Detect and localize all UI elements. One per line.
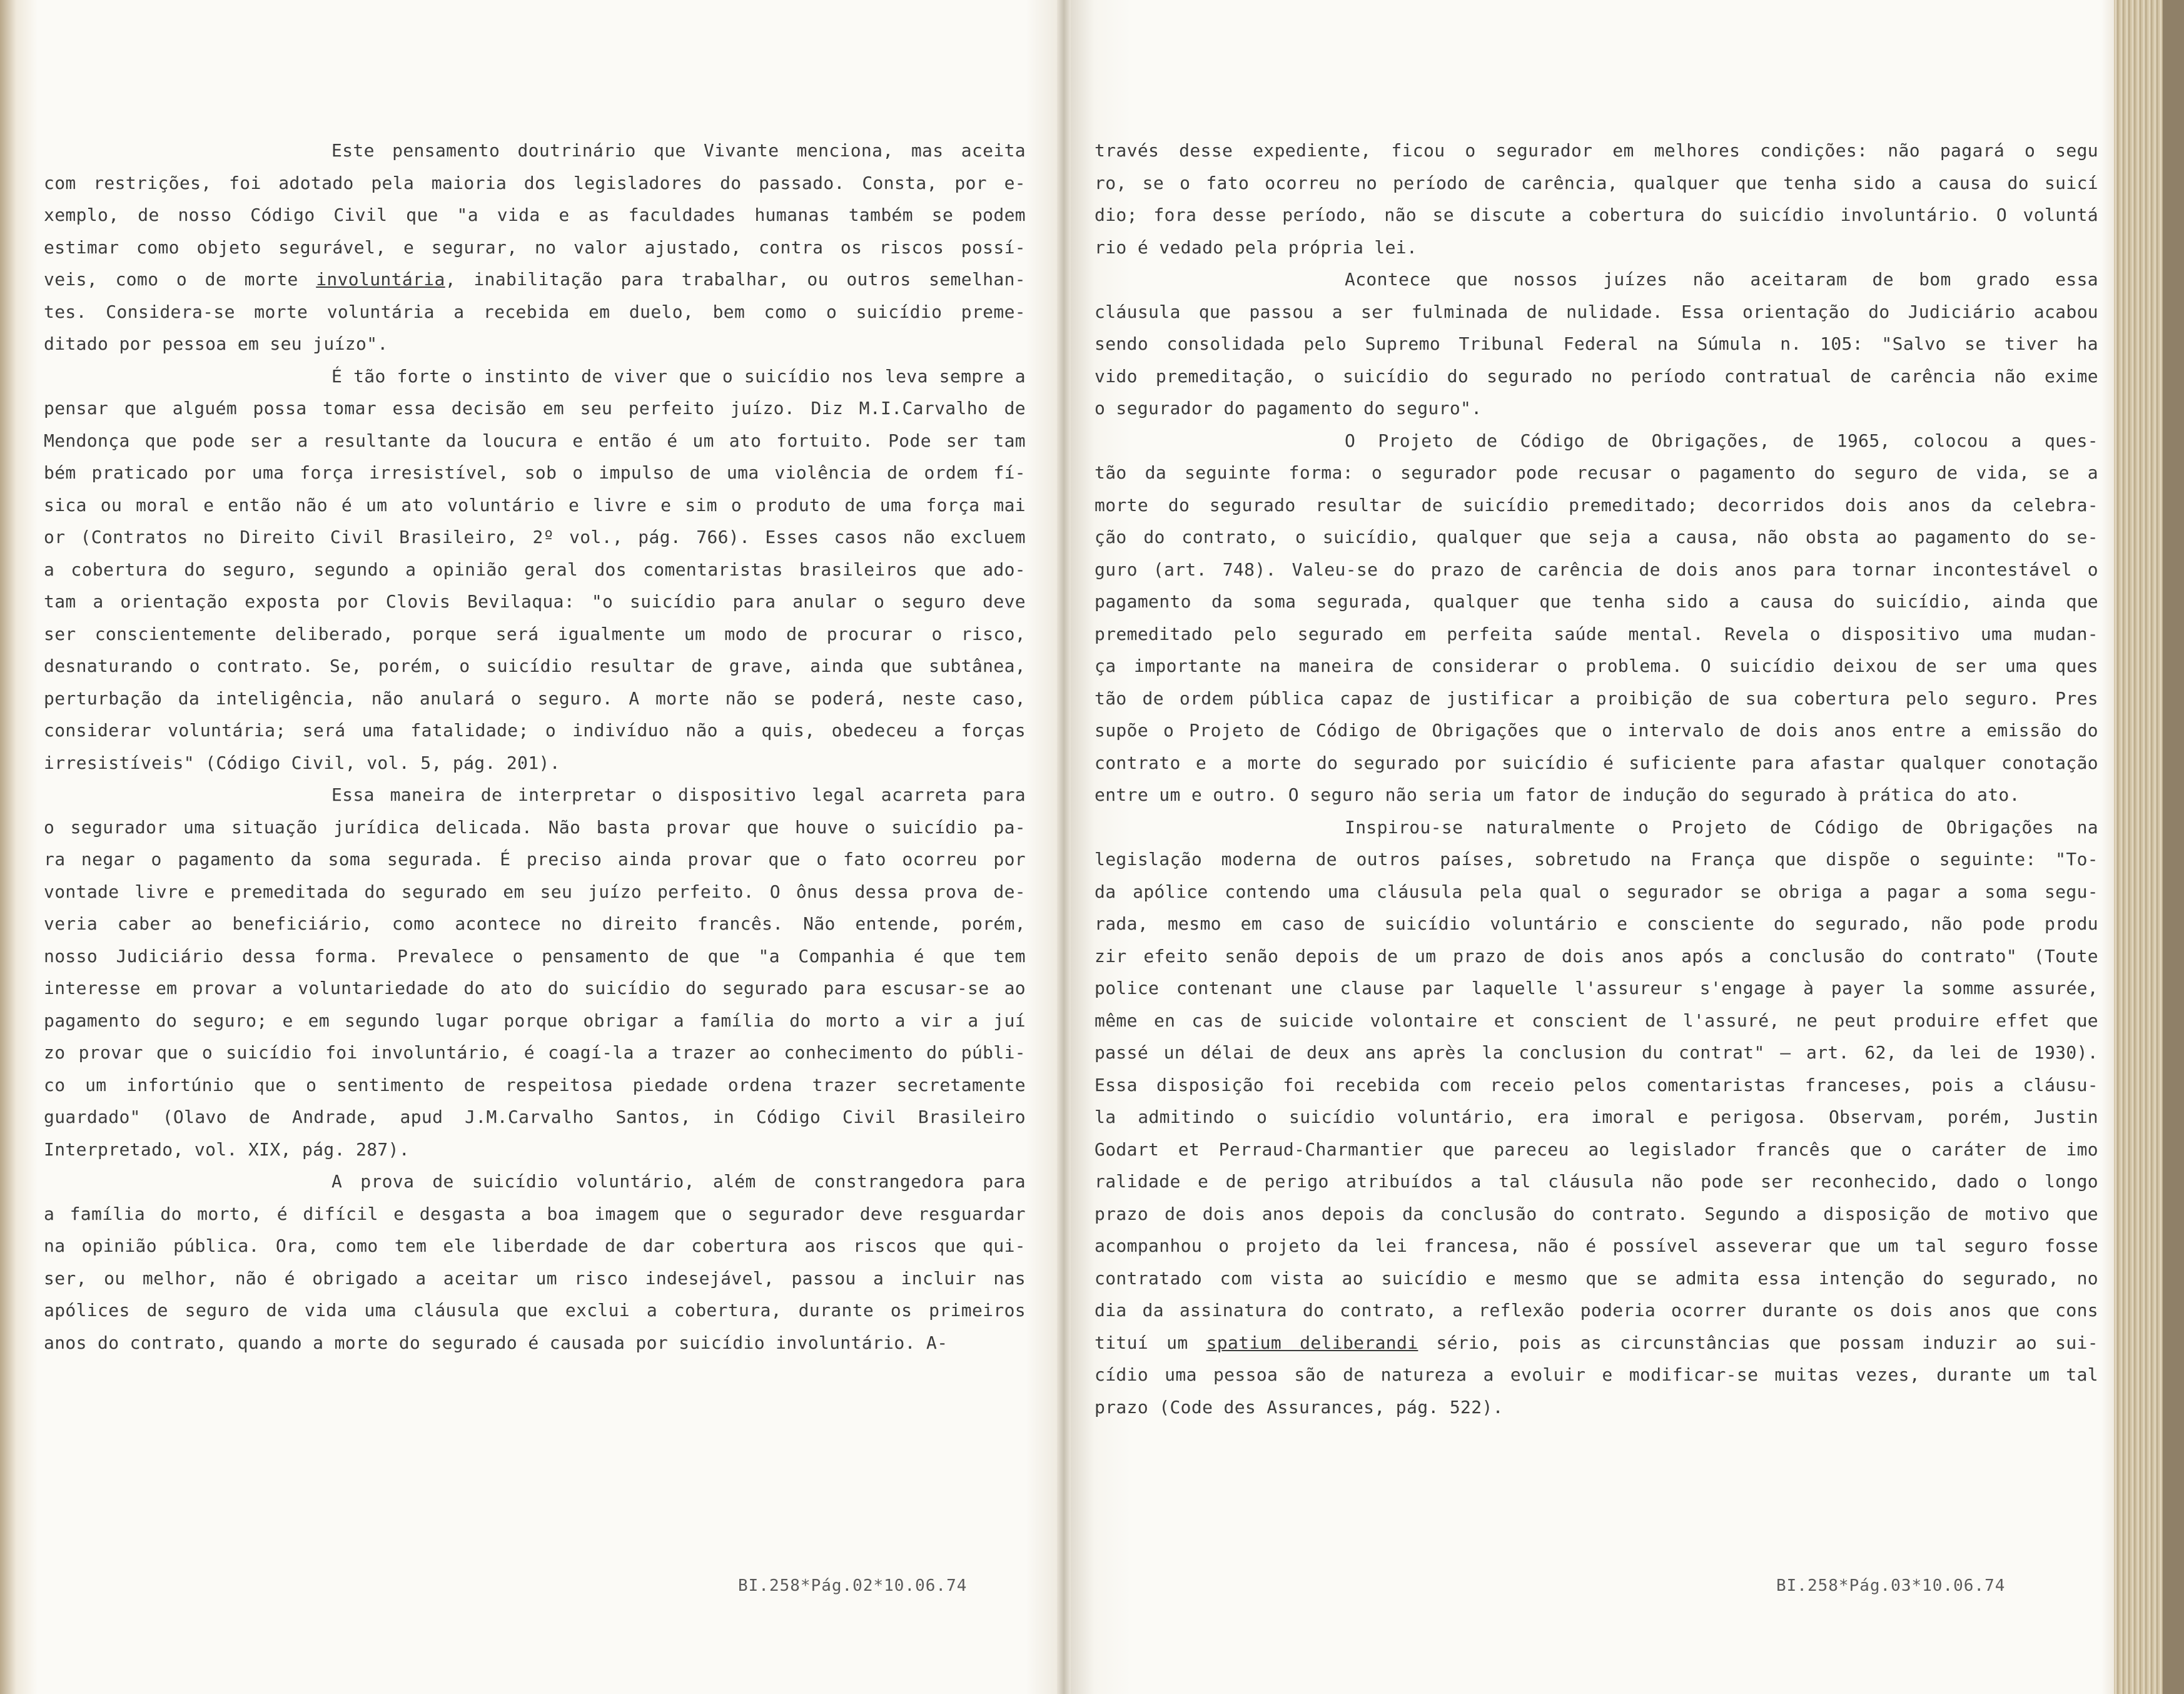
text-line: ralidade e de perigo atribuídos a tal cláusula não pode ser reconhecido, dado o longo [1095, 1171, 2098, 1192]
text-line: pensar que alguém possa tomar essa decisão em seu perfeito juízo. Diz M.I.Carvalho de [44, 398, 1026, 418]
text-line: veis, como o de morte involuntária, inabilitação para trabalhar, ou outros semelhan- [44, 269, 1026, 290]
text-line: premeditado pelo segurado em perfeita saúde mental. Revela o dispositivo uma mudan- [1095, 623, 2098, 644]
text-line: Essa disposição foi recebida com receio pelos comentaristas franceses, pois a cláusu- [1095, 1074, 2098, 1095]
text-line: ser conscientemente deliberado, porque será igualmente um modo de procurar o risco, [44, 623, 1026, 644]
text-line: zo provar que o suicídio foi involuntário, é coagí-la a trazer ao conhecimento do públi- [44, 1042, 1026, 1063]
text-line: tão de ordem pública capaz de justificar a proibição de sua cobertura pelo seguro. Pres [1095, 687, 2098, 709]
text-line: police contenant une clause par laquelle l'assureur s'engage à payer la somme assurée, [1095, 978, 2098, 998]
text-line: estimar como objeto segurável, e segurar, no valor ajustado, contra os riscos possí- [44, 236, 1026, 258]
paragraph [1095, 811, 2098, 1424]
text-line: prazo de dois anos depois da conclusão do contrato. Segundo a disposição de motivo que [1095, 1203, 2098, 1224]
text-line: pagamento da soma segurada, qualquer que tenha sido a causa do suicídio, ainda que [1095, 591, 2098, 612]
text-line: É tão forte o instinto de viver que o suicídio nos leva sempre a [331, 365, 1026, 387]
paragraph [1095, 134, 2098, 263]
text-line: passé un délai de deux ans après la conclusion du contrat" — art. 62, da lei de 1930). [1095, 1042, 2098, 1063]
text-line: O Projeto de Código de Obrigações, de 1965, colocou a ques- [1345, 430, 2098, 451]
text-line: Interpretado, vol. XIX, pág. 287). [44, 1139, 410, 1160]
text-line: entre um e outro. O seguro não seria um fator de indução do segurado à prática do ato. [1095, 784, 2020, 805]
text-line: dia da assinatura do contrato, a reflexão poderia ocorrer durante os dois anos que cons [1095, 1300, 2098, 1321]
text-line: considerar voluntária; será uma fatalidade; o indivíduo não a quis, obedeceu a forças [44, 720, 1026, 741]
text-line: sendo consolidada pelo Supremo Tribunal Federal na Súmula n. 105: "Salvo se tiver ha [1095, 333, 2098, 354]
text-line: apólices de seguro de vida uma cláusula que exclui a cobertura, durante os primeiros [44, 1300, 1026, 1321]
text-line: a cobertura do seguro, segundo a opinião geral dos comentaristas brasileiros que ado- [44, 559, 1026, 580]
text-line: na opinião pública. Ora, como tem ele liberdade de dar cobertura aos riscos que qui- [44, 1235, 1026, 1256]
text-line: desnaturando o contrato. Se, porém, o suicídio resultar de grave, ainda que subtânea, [44, 656, 1026, 676]
text-line: perturbação da inteligência, não anulará o seguro. A morte não se poderá, neste caso, [44, 687, 1026, 709]
text-line: cláusula que passou a ser fulminada de nulidade. Essa orientação do Judiciário acabou [1095, 301, 2098, 322]
paragraph [44, 134, 1026, 360]
text-line: acompanhou o projeto da lei francesa, não é possível asseverar que um tal seguro fosse [1095, 1235, 2098, 1256]
text-line: rio é vedado pela própria lei. [1095, 236, 1418, 258]
book-gutter [1057, 0, 1071, 1694]
text-line: même en cas de suicide volontaire et conscient de l'assuré, ne peut produire effet que [1095, 1010, 2098, 1031]
text-line: a família do morto, é difícil e desgasta a boa imagem que o segurador deve resguardar [44, 1203, 1026, 1224]
left-page-text [44, 134, 1026, 1359]
text-line: Godart et Perraud-Charmantier que pareceu ao legislador francês que o caráter de imo [1095, 1139, 2098, 1160]
paragraph [1095, 425, 2098, 811]
text-line: interesse em provar a voluntariedade do ato do suicídio do segurado para escusar-se ao [44, 978, 1026, 998]
text-line: A prova de suicídio voluntário, além de constrangedora para [331, 1171, 1026, 1192]
text-line: ro, se o fato ocorreu no período de carência, qualquer que tenha sido a causa do suicí [1095, 172, 2098, 193]
text-line: sica ou moral e então não é um ato voluntário e livre e sim o produto de uma força mai [44, 494, 1026, 515]
text-line: dio; fora desse período, não se discute a cobertura do suicídio involuntário. O voluntá [1095, 205, 2098, 225]
text-line: com restrições, foi adotado pela maioria dos legisladores do passado. Consta, por e- [44, 172, 1026, 193]
text-line: nosso Judiciário dessa forma. Prevalece o pensamento de que "a Companhia é que tem [44, 945, 1026, 966]
text-line: o segurador uma situação jurídica delicada. Não basta provar que houve o suicídio pa- [44, 816, 1026, 838]
text-line: guardado" (Olavo de Andrade, apud J.M.Carvalho Santos, in Código Civil Brasileiro [44, 1107, 1026, 1127]
text-line: co um infortúnio que o sentimento de respeitosa piedade ordena trazer secretamente [44, 1074, 1026, 1095]
text-line: rada, mesmo em caso de suicídio voluntário e consciente do segurado, não pode produ [1095, 913, 2098, 934]
text-line: irresistíveis" (Código Civil, vol. 5, pág. 201). [44, 752, 560, 773]
text-line: Essa maneira de interpretar o dispositivo legal acarreta para [331, 784, 1026, 805]
text-line: prazo (Code des Assurances, pág. 522). [1095, 1396, 1504, 1418]
text-line: Acontece que nossos juízes não aceitaram de bom grado essa [1345, 269, 2098, 290]
paragraph [44, 360, 1026, 779]
text-line: bém praticado por uma força irresistível, sob o impulso de uma violência de ordem fí- [44, 462, 1026, 483]
text-line: Inspirou-se naturalmente o Projeto de Código de Obrigações na [1345, 816, 2098, 838]
text-line: ditado por pessoa em seu juízo". [44, 333, 388, 354]
paragraph [44, 1165, 1026, 1359]
text-line: ra negar o pagamento da soma segurada. É preciso ainda provar que o fato ocorreu por [44, 849, 1026, 870]
text-line: supõe o Projeto de Código de Obrigações que o intervalo de dois anos entre a emissão do [1095, 720, 2098, 741]
text-line: guro (art. 748). Valeu-se do prazo de carência de dois anos para tornar incontestável o [1095, 559, 2098, 580]
text-line: ça importante na maneira de considerar o problema. O suicídio deixou de ser uma ques [1095, 656, 2098, 676]
text-line: tam a orientação exposta por Clovis Bevilaqua: "o suicídio para anular o seguro deve [44, 591, 1026, 612]
text-line: vido premeditação, o suicídio do segurado no período contratual de carência não exime [1095, 365, 2098, 387]
page-edges [2114, 0, 2184, 1694]
paragraph [44, 779, 1026, 1165]
text-line: contratado com vista ao suicídio e mesmo que se admita essa intenção do segurado, no [1095, 1267, 2098, 1289]
right-page-text [1095, 134, 2098, 1423]
text-line: legislação moderna de outros países, sobretudo na França que dispõe o seguinte: "To- [1095, 849, 2098, 870]
text-line: través desse expediente, ficou o segurador em melhores condições: não pagará o segu [1095, 140, 2098, 161]
text-line: tituí um spatium deliberandi sério, pois as circunstâncias que possam induzir ao sui- [1095, 1332, 2098, 1353]
left-page-footer: BI.258*Pág.02*10.06.74 [738, 1576, 968, 1595]
paragraph [1095, 263, 2098, 425]
text-line: ser, ou melhor, não é obrigado a aceitar um risco indesejável, passou a incluir nas [44, 1267, 1026, 1289]
text-line: tes. Considera-se morte voluntária a recebida em duelo, bem como o suicídio preme- [44, 301, 1026, 322]
text-line: xemplo, de nosso Código Civil que "a vida e as faculdades humanas também se podem [44, 205, 1026, 225]
text-line: contrato e a morte do segurado por suicídio é suficiente para afastar qualquer conotação [1095, 752, 2098, 773]
right-page-footer: BI.258*Pág.03*10.06.74 [1776, 1576, 2006, 1595]
text-line: cídio uma pessoa são de natureza a evoluir e modificar-se muitas vezes, durante um tal [1095, 1364, 2098, 1385]
text-line: or (Contratos no Direito Civil Brasileiro, 2º vol., pág. 766). Esses casos não excluem [44, 527, 1026, 547]
text-line: pagamento do seguro; e em segundo lugar porque obrigar a família do morto a vir a juí [44, 1010, 1026, 1031]
text-line: Mendonça que pode ser a resultante da loucura e então é um ato fortuito. Pode ser tam [44, 430, 1026, 451]
text-line: Este pensamento doutrinário que Vivante menciona, mas aceita [331, 140, 1026, 161]
text-line: veria caber ao beneficiário, como acontece no direito francês. Não entende, porém, [44, 913, 1026, 934]
text-line: morte do segurado resultar de suicídio premeditado; decorridos dois anos da celebra- [1095, 494, 2098, 515]
text-line: tão da seguinte forma: o segurador pode recusar o pagamento do seguro de vida, se a [1095, 462, 2098, 483]
text-line: la admitindo o suicídio voluntário, era imoral e perigosa. Observam, porém, Justin [1095, 1107, 2098, 1127]
text-line: vontade livre e premeditada do segurado em seu juízo perfeito. O ônus dessa prova de- [44, 881, 1026, 902]
text-line: ção do contrato, o suicídio, qualquer que seja a causa, não obsta ao pagamento do se- [1095, 527, 2098, 547]
text-line: o segurador do pagamento do seguro". [1095, 398, 1482, 418]
text-line: da apólice contendo uma cláusula pela qual o segurador se obriga a pagar a soma segu- [1095, 881, 2098, 902]
text-line: zir efeito senão depois de um prazo de dois anos após a conclusão do contrato" (Toute [1095, 945, 2098, 966]
text-line: anos do contrato, quando a morte do segurado é causada por suicídio involuntário. A- [44, 1332, 948, 1353]
